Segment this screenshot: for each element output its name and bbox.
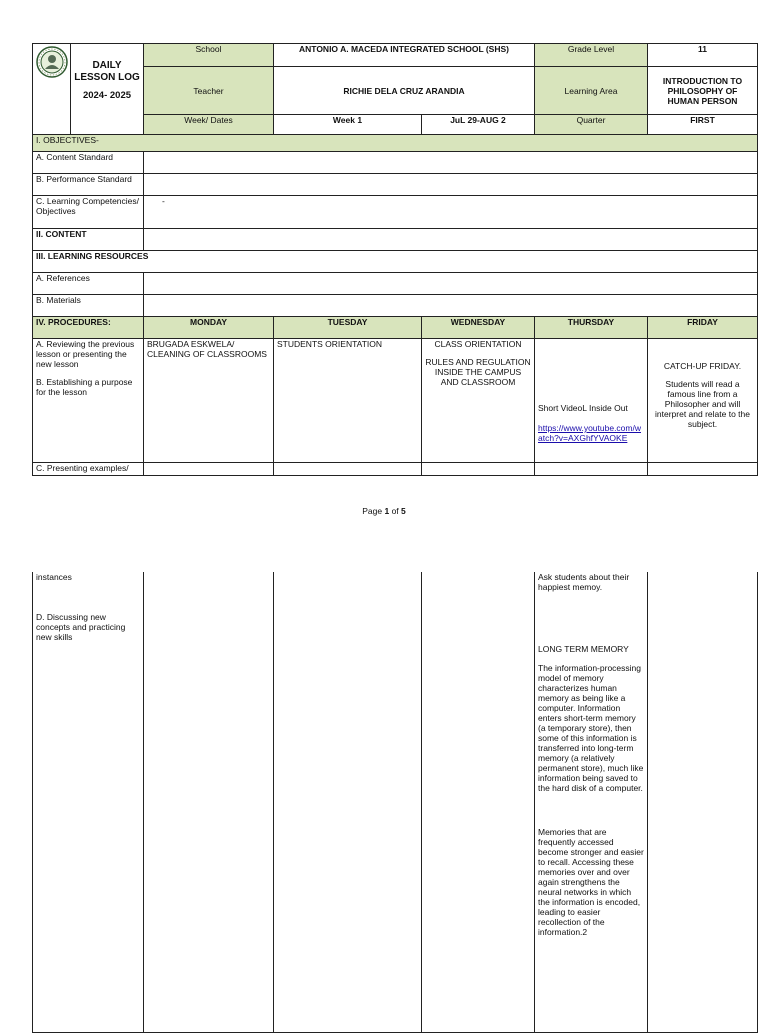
content-standard-value <box>144 152 758 174</box>
logo-cell <box>33 44 71 135</box>
references-label: A. References <box>33 273 144 295</box>
objectives-heading: I. OBJECTIVES- <box>33 135 758 152</box>
school-seal-icon <box>36 46 68 78</box>
content-value <box>144 229 758 251</box>
area-value: INTRODUCTION TO PHILOSOPHY OF HUMAN PERSON <box>648 67 758 115</box>
materials-label: B. Materials <box>33 295 144 317</box>
school-value: ANTONIO A. MACEDA INTEGRATED SCHOOL (SHS) <box>274 44 535 67</box>
wednesday-line-1: CLASS ORIENTATION <box>434 339 522 349</box>
school-label: School <box>144 44 274 67</box>
resources-heading: III. LEARNING RESOURCES <box>33 251 758 273</box>
dll-title-cell <box>71 44 144 135</box>
references-value <box>144 273 758 295</box>
cell <box>422 463 535 476</box>
wednesday-cell-2 <box>422 572 535 1032</box>
friday-line-2: Students will read a famous line from a Philosopher and will interpret and relate to the subject. <box>655 379 750 429</box>
school-year: 2024- 2025 <box>82 90 132 101</box>
tuesday-cell-2 <box>274 572 422 1032</box>
lesson-log-table-continued <box>32 572 758 1033</box>
step-d-label: D. Discussing new concepts and practicing new skills <box>36 612 126 642</box>
friday-line-1: CATCH-UP FRIDAY. <box>663 361 742 371</box>
step-a-label: A. Reviewing the previous lesson or presenting the new lesson <box>36 339 135 369</box>
materials-value <box>144 295 758 317</box>
performance-standard-value <box>144 174 758 196</box>
week-label: Week/ Dates <box>144 115 274 135</box>
competencies-label: C. Learning Competencies/ Objectives <box>33 196 144 229</box>
page-2 <box>0 560 768 1024</box>
procedure-steps-ab <box>33 339 144 463</box>
thursday-discussion <box>535 572 648 1032</box>
thursday-paragraph-2: Memories that are frequently accessed become stronger and easier to recall. Accessing these memories over and over again strengthens the neural networks in which the information is encoded, leading to easier recollection of the information.2 <box>538 827 644 937</box>
wednesday-line-2: RULES AND REGULATION INSIDE THE CAMPUS AND CLASSROOM <box>425 357 531 387</box>
friday-cell-2 <box>648 572 758 1032</box>
grade-value: 11 <box>648 44 758 67</box>
area-label: Learning Area <box>535 67 648 115</box>
page-number <box>0 506 768 516</box>
dates-value: JuL 29-AUG 2 <box>422 115 535 135</box>
content-heading: II. CONTENT <box>33 229 144 251</box>
thursday-ask: Ask students about their happiest memoy. <box>538 572 630 592</box>
quarter-label: Quarter <box>535 115 648 135</box>
lesson-log-table <box>32 43 758 476</box>
thursday-video: Short VideoL Inside Out <box>538 403 628 413</box>
step-c-cont: instances <box>36 572 72 582</box>
monday-activity: BRUGADA ESKWELA/ CLEANING OF CLASSROOMS <box>144 339 274 463</box>
teacher-value: RICHIE DELA CRUZ ARANDIA <box>274 67 535 115</box>
day-tuesday: TUESDAY <box>274 317 422 339</box>
grade-label: Grade Level <box>535 44 648 67</box>
cell <box>535 463 648 476</box>
thursday-video-link[interactable]: https://www.youtube.com/watch?v=AXGhfYVAOKE <box>538 423 641 443</box>
quarter-value: FIRST <box>648 115 758 135</box>
friday-activity <box>648 339 758 463</box>
thursday-topic: LONG TERM MEMORY <box>538 644 629 654</box>
day-monday: MONDAY <box>144 317 274 339</box>
cell <box>274 463 422 476</box>
page-prefix: Page <box>362 506 385 516</box>
teacher-label: Teacher <box>144 67 274 115</box>
day-wednesday: WEDNESDAY <box>422 317 535 339</box>
week-value: Week 1 <box>274 115 422 135</box>
day-thursday: THURSDAY <box>535 317 648 339</box>
page-current: 1 <box>384 506 390 516</box>
page-of: of <box>389 506 402 516</box>
cell <box>144 463 274 476</box>
performance-standard-label: B. Performance Standard <box>33 174 144 196</box>
page-total: 5 <box>401 506 406 516</box>
thursday-paragraph-1: The information-processing model of memory characterizes human memory as being like a computer. Information enters short-term memory (a temporary store), then some of this information is transferred into long-term memory (a relatively permanent store), much like information being saved to the hard disk of a computer. <box>538 663 644 793</box>
procedure-steps-cd <box>33 572 144 1032</box>
competencies-value: - <box>144 196 758 229</box>
step-b-label: B. Establishing a purpose for the lesson <box>36 377 133 397</box>
day-friday: FRIDAY <box>648 317 758 339</box>
cell <box>648 463 758 476</box>
step-c-label: C. Presenting examples/ <box>33 463 144 476</box>
tuesday-activity: STUDENTS ORIENTATION <box>274 339 422 463</box>
dll-title: DAILY LESSON LOG <box>74 60 140 83</box>
content-standard-label: A. Content Standard <box>33 152 144 174</box>
monday-cell-2 <box>144 572 274 1032</box>
thursday-activity <box>535 339 648 463</box>
page-separator <box>0 545 768 560</box>
procedures-heading: IV. PROCEDURES: <box>33 317 144 339</box>
wednesday-activity <box>422 339 535 463</box>
